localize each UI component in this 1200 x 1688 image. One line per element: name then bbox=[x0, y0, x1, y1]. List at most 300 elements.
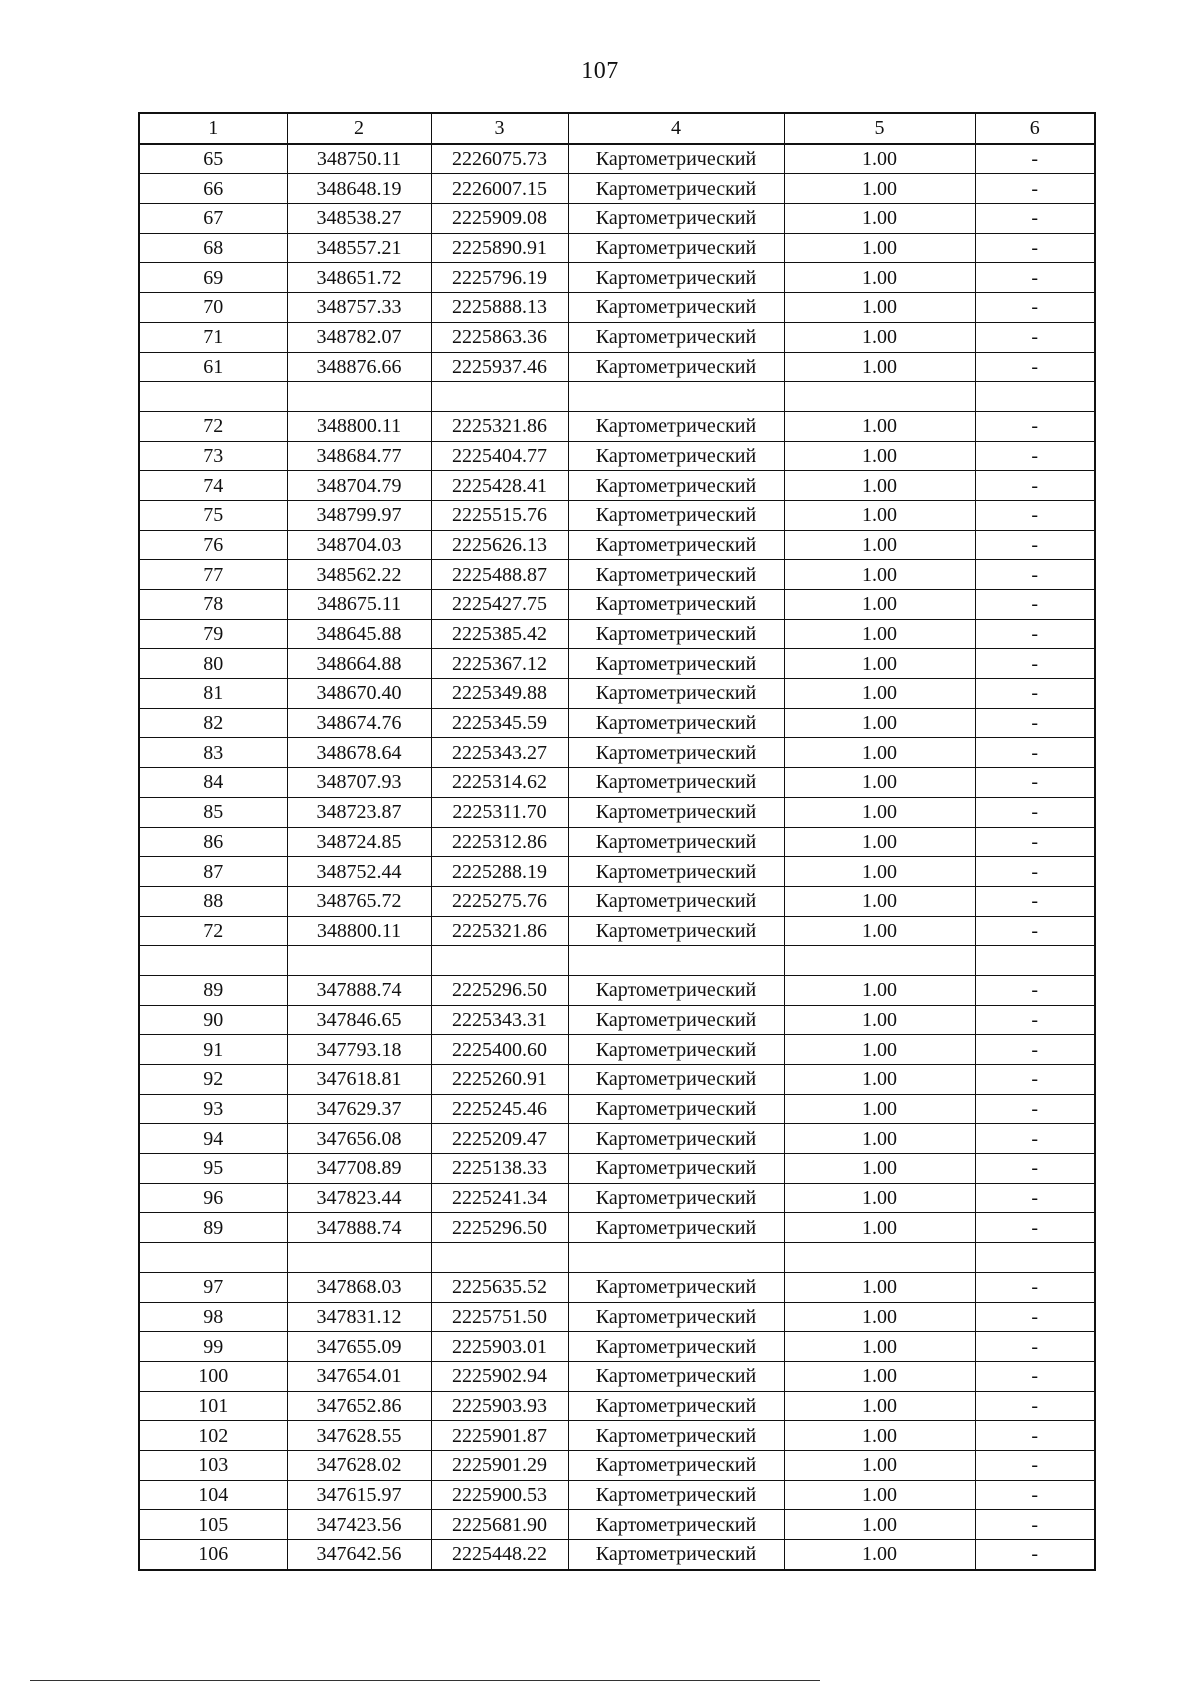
table-cell: 347654.01 bbox=[287, 1361, 431, 1391]
table-row bbox=[139, 263, 1095, 293]
table-cell: 78 bbox=[139, 590, 287, 620]
table-cell: 99 bbox=[139, 1332, 287, 1362]
table-cell: 2225311.70 bbox=[431, 797, 568, 827]
table-cell: 1.00 bbox=[784, 1361, 975, 1391]
table-row bbox=[139, 441, 1095, 471]
table-cell: Картометрический bbox=[568, 1540, 784, 1570]
table-cell: - bbox=[975, 1510, 1095, 1540]
table-cell: 85 bbox=[139, 797, 287, 827]
table-cell: - bbox=[975, 352, 1095, 382]
table-cell: Картометрический bbox=[568, 590, 784, 620]
table-cell: 1.00 bbox=[784, 1154, 975, 1184]
table-cell: 67 bbox=[139, 204, 287, 234]
table-cell: 1.00 bbox=[784, 1065, 975, 1095]
table-cell: 1.00 bbox=[784, 322, 975, 352]
table-cell: - bbox=[975, 293, 1095, 323]
table-cell: 348765.72 bbox=[287, 886, 431, 916]
table-cell: - bbox=[975, 738, 1095, 768]
table-cell: - bbox=[975, 1272, 1095, 1302]
table-row bbox=[139, 1510, 1095, 1540]
table-cell: Картометрический bbox=[568, 738, 784, 768]
table-row bbox=[139, 827, 1095, 857]
table-cell: - bbox=[975, 233, 1095, 263]
table-cell: 347423.56 bbox=[287, 1510, 431, 1540]
table-cell: 2225312.86 bbox=[431, 827, 568, 857]
table-cell: 97 bbox=[139, 1272, 287, 1302]
table-cell: 93 bbox=[139, 1094, 287, 1124]
table-cell: 1.00 bbox=[784, 1332, 975, 1362]
table-cell: 73 bbox=[139, 441, 287, 471]
table-cell: 100 bbox=[139, 1361, 287, 1391]
table-cell: - bbox=[975, 441, 1095, 471]
table-cell: 2225296.50 bbox=[431, 1213, 568, 1243]
table-cell: - bbox=[975, 1361, 1095, 1391]
table-cell: 348757.33 bbox=[287, 293, 431, 323]
table-row bbox=[139, 233, 1095, 263]
table-cell: 2226075.73 bbox=[431, 144, 568, 174]
table-cell: 2225903.93 bbox=[431, 1391, 568, 1421]
table-cell: 347868.03 bbox=[287, 1272, 431, 1302]
table-cell: 1.00 bbox=[784, 916, 975, 946]
table-cell: - bbox=[975, 590, 1095, 620]
table-cell: 103 bbox=[139, 1450, 287, 1480]
table-cell: 89 bbox=[139, 975, 287, 1005]
table-row bbox=[139, 1124, 1095, 1154]
table-cell: 348684.77 bbox=[287, 441, 431, 471]
table-cell: 2225903.01 bbox=[431, 1332, 568, 1362]
table-row bbox=[139, 590, 1095, 620]
table-cell: - bbox=[975, 1154, 1095, 1184]
table-cell: 347846.65 bbox=[287, 1005, 431, 1035]
table-cell bbox=[784, 1243, 975, 1273]
table-cell: 82 bbox=[139, 708, 287, 738]
table-row bbox=[139, 530, 1095, 560]
table-cell: Картометрический bbox=[568, 293, 784, 323]
table-row bbox=[139, 975, 1095, 1005]
table-cell: 1.00 bbox=[784, 827, 975, 857]
table-cell: 347823.44 bbox=[287, 1183, 431, 1213]
table-cell: - bbox=[975, 1035, 1095, 1065]
table-cell: Картометрический bbox=[568, 1272, 784, 1302]
table-cell: 80 bbox=[139, 649, 287, 679]
table-cell: Картометрический bbox=[568, 1361, 784, 1391]
table-cell: 1.00 bbox=[784, 619, 975, 649]
table-cell: - bbox=[975, 708, 1095, 738]
table-cell: 1.00 bbox=[784, 500, 975, 530]
table-cell: 347888.74 bbox=[287, 975, 431, 1005]
table-cell: 348648.19 bbox=[287, 174, 431, 204]
table-cell: 348538.27 bbox=[287, 204, 431, 234]
table-cell bbox=[431, 1243, 568, 1273]
table-cell: 348664.88 bbox=[287, 649, 431, 679]
table-cell: Картометрический bbox=[568, 975, 784, 1005]
table-row bbox=[139, 1391, 1095, 1421]
table-cell: Картометрический bbox=[568, 1302, 784, 1332]
table-row bbox=[139, 738, 1095, 768]
table-row bbox=[139, 204, 1095, 234]
table-cell: 1.00 bbox=[784, 857, 975, 887]
table-cell: 2225296.50 bbox=[431, 975, 568, 1005]
table-cell: 89 bbox=[139, 1213, 287, 1243]
table-cell: - bbox=[975, 1183, 1095, 1213]
table-cell bbox=[139, 382, 287, 412]
table-cell: Картометрический bbox=[568, 1065, 784, 1095]
table-cell: 69 bbox=[139, 263, 287, 293]
table-cell bbox=[139, 946, 287, 976]
table-row bbox=[139, 144, 1095, 174]
table-cell: Картометрический bbox=[568, 649, 784, 679]
table-cell: 1.00 bbox=[784, 1510, 975, 1540]
table-cell: 347629.37 bbox=[287, 1094, 431, 1124]
table-cell: Картометрический bbox=[568, 352, 784, 382]
table-cell: - bbox=[975, 797, 1095, 827]
table-cell: 1.00 bbox=[784, 975, 975, 1005]
table-cell: 1.00 bbox=[784, 886, 975, 916]
table-cell: 2225427.75 bbox=[431, 590, 568, 620]
table-cell: - bbox=[975, 1124, 1095, 1154]
table-cell: 1.00 bbox=[784, 679, 975, 709]
table-cell: - bbox=[975, 1065, 1095, 1095]
table-cell bbox=[431, 946, 568, 976]
table-cell: Картометрический bbox=[568, 1332, 784, 1362]
table-cell bbox=[431, 382, 568, 412]
table-cell: - bbox=[975, 1094, 1095, 1124]
table-row bbox=[139, 619, 1095, 649]
table-cell: 90 bbox=[139, 1005, 287, 1035]
table-row bbox=[139, 411, 1095, 441]
table-cell: 348704.03 bbox=[287, 530, 431, 560]
table-cell: 1.00 bbox=[784, 1450, 975, 1480]
table-cell: 347888.74 bbox=[287, 1213, 431, 1243]
table-cell: 1.00 bbox=[784, 293, 975, 323]
table-cell: 1.00 bbox=[784, 797, 975, 827]
table-cell: 2225138.33 bbox=[431, 1154, 568, 1184]
table-cell: 2225863.36 bbox=[431, 322, 568, 352]
table-row bbox=[139, 1480, 1095, 1510]
table-cell: 1.00 bbox=[784, 1272, 975, 1302]
table-cell bbox=[568, 1243, 784, 1273]
table-row bbox=[139, 1094, 1095, 1124]
table-cell: 347655.09 bbox=[287, 1332, 431, 1362]
table-cell: 2225488.87 bbox=[431, 560, 568, 590]
table-cell: 348674.76 bbox=[287, 708, 431, 738]
table-cell: - bbox=[975, 1391, 1095, 1421]
table-cell: Картометрический bbox=[568, 500, 784, 530]
table-cell: 106 bbox=[139, 1540, 287, 1570]
table-cell: - bbox=[975, 679, 1095, 709]
table-cell: 86 bbox=[139, 827, 287, 857]
table-cell bbox=[784, 382, 975, 412]
table-cell: 2225900.53 bbox=[431, 1480, 568, 1510]
table-cell: 2225635.52 bbox=[431, 1272, 568, 1302]
table-cell: 2225321.86 bbox=[431, 411, 568, 441]
table-cell: 348723.87 bbox=[287, 797, 431, 827]
table-cell: 76 bbox=[139, 530, 287, 560]
table-row bbox=[139, 797, 1095, 827]
table-row bbox=[139, 886, 1095, 916]
table-cell: Картометрический bbox=[568, 1035, 784, 1065]
table-cell: Картометрический bbox=[568, 471, 784, 501]
table-cell: 77 bbox=[139, 560, 287, 590]
table-cell: 2225751.50 bbox=[431, 1302, 568, 1332]
table-row bbox=[139, 500, 1095, 530]
table-cell: - bbox=[975, 768, 1095, 798]
column-header: 6 bbox=[975, 113, 1095, 144]
table-cell: 2225343.31 bbox=[431, 1005, 568, 1035]
table-row bbox=[139, 1272, 1095, 1302]
table-cell: Картометрический bbox=[568, 441, 784, 471]
table-cell: 98 bbox=[139, 1302, 287, 1332]
table-cell: - bbox=[975, 174, 1095, 204]
table-cell: - bbox=[975, 1213, 1095, 1243]
table-cell: 1.00 bbox=[784, 560, 975, 590]
table-cell: 2225241.34 bbox=[431, 1183, 568, 1213]
table-cell: 2225260.91 bbox=[431, 1065, 568, 1095]
table-header-row bbox=[139, 113, 1095, 144]
table-cell: Картометрический bbox=[568, 1391, 784, 1421]
table-cell: 72 bbox=[139, 411, 287, 441]
table-cell: 1.00 bbox=[784, 1124, 975, 1154]
table-cell: Картометрический bbox=[568, 1510, 784, 1540]
table-cell: 65 bbox=[139, 144, 287, 174]
table-row bbox=[139, 1243, 1095, 1273]
table-row bbox=[139, 1332, 1095, 1362]
column-header: 1 bbox=[139, 113, 287, 144]
table-cell: - bbox=[975, 530, 1095, 560]
table-row bbox=[139, 174, 1095, 204]
table-cell: Картометрический bbox=[568, 1421, 784, 1451]
table-row bbox=[139, 708, 1095, 738]
table-cell: 2225321.86 bbox=[431, 916, 568, 946]
table-cell: 87 bbox=[139, 857, 287, 887]
table-cell: 1.00 bbox=[784, 471, 975, 501]
table-cell: 348707.93 bbox=[287, 768, 431, 798]
table-row bbox=[139, 382, 1095, 412]
table-cell: - bbox=[975, 827, 1095, 857]
table-row bbox=[139, 352, 1095, 382]
table-cell: 2225937.46 bbox=[431, 352, 568, 382]
table-cell: Картометрический bbox=[568, 1450, 784, 1480]
table-row bbox=[139, 1065, 1095, 1095]
table-cell: 104 bbox=[139, 1480, 287, 1510]
table-cell: - bbox=[975, 857, 1095, 887]
table-row bbox=[139, 649, 1095, 679]
table-cell: Картометрический bbox=[568, 1154, 784, 1184]
table-cell: 348800.11 bbox=[287, 916, 431, 946]
table-cell: - bbox=[975, 1005, 1095, 1035]
table-cell: Картометрический bbox=[568, 886, 784, 916]
table-cell: 348799.97 bbox=[287, 500, 431, 530]
table-cell: 1.00 bbox=[784, 1213, 975, 1243]
table-row bbox=[139, 1361, 1095, 1391]
table-cell: 348651.72 bbox=[287, 263, 431, 293]
table-cell: - bbox=[975, 471, 1095, 501]
table-cell: 348876.66 bbox=[287, 352, 431, 382]
table-cell: 347615.97 bbox=[287, 1480, 431, 1510]
table-cell: 84 bbox=[139, 768, 287, 798]
table-cell: 1.00 bbox=[784, 263, 975, 293]
bottom-rule bbox=[30, 1680, 820, 1681]
table-cell: Картометрический bbox=[568, 560, 784, 590]
table-body bbox=[139, 144, 1095, 1570]
table-cell: - bbox=[975, 975, 1095, 1005]
table-cell: Картометрический bbox=[568, 263, 784, 293]
table-cell: 2226007.15 bbox=[431, 174, 568, 204]
table-cell: 88 bbox=[139, 886, 287, 916]
table-cell: Картометрический bbox=[568, 768, 784, 798]
table-cell: 347831.12 bbox=[287, 1302, 431, 1332]
table-cell: 348704.79 bbox=[287, 471, 431, 501]
table-cell: Картометрический bbox=[568, 1183, 784, 1213]
table-row bbox=[139, 322, 1095, 352]
table-cell: 96 bbox=[139, 1183, 287, 1213]
table-cell: - bbox=[975, 649, 1095, 679]
table-cell: - bbox=[975, 144, 1095, 174]
table-cell: 2225404.77 bbox=[431, 441, 568, 471]
table-cell: Картометрический bbox=[568, 708, 784, 738]
table-cell: 1.00 bbox=[784, 1094, 975, 1124]
table-cell: 1.00 bbox=[784, 1480, 975, 1510]
table-cell: 347628.55 bbox=[287, 1421, 431, 1451]
table-cell: Картометрический bbox=[568, 827, 784, 857]
table-row bbox=[139, 916, 1095, 946]
table-cell: 1.00 bbox=[784, 1421, 975, 1451]
table-cell: Картометрический bbox=[568, 619, 784, 649]
table-cell: 347642.56 bbox=[287, 1540, 431, 1570]
table-cell: Картометрический bbox=[568, 204, 784, 234]
column-header: 3 bbox=[431, 113, 568, 144]
table-cell bbox=[975, 1243, 1095, 1273]
table-row bbox=[139, 946, 1095, 976]
table-row bbox=[139, 1035, 1095, 1065]
table-row bbox=[139, 679, 1095, 709]
table-cell: 1.00 bbox=[784, 649, 975, 679]
table-cell: - bbox=[975, 322, 1095, 352]
table-cell: 83 bbox=[139, 738, 287, 768]
table-cell: - bbox=[975, 916, 1095, 946]
table-row bbox=[139, 560, 1095, 590]
table-cell: - bbox=[975, 1450, 1095, 1480]
table-cell: Картометрический bbox=[568, 1213, 784, 1243]
table-row bbox=[139, 1540, 1095, 1570]
table-row bbox=[139, 1421, 1095, 1451]
table-cell: 91 bbox=[139, 1035, 287, 1065]
table-cell: 2225314.62 bbox=[431, 768, 568, 798]
table-cell: 348675.11 bbox=[287, 590, 431, 620]
table-row bbox=[139, 1302, 1095, 1332]
table-row bbox=[139, 768, 1095, 798]
table-cell: 348562.22 bbox=[287, 560, 431, 590]
table-cell: 1.00 bbox=[784, 144, 975, 174]
table-cell: 347628.02 bbox=[287, 1450, 431, 1480]
table-cell: 347656.08 bbox=[287, 1124, 431, 1154]
table-cell: 2225909.08 bbox=[431, 204, 568, 234]
table-cell: - bbox=[975, 560, 1095, 590]
table-cell: 2225681.90 bbox=[431, 1510, 568, 1540]
table-cell: Картометрический bbox=[568, 679, 784, 709]
table-row bbox=[139, 471, 1095, 501]
table-row bbox=[139, 1154, 1095, 1184]
table-row bbox=[139, 1450, 1095, 1480]
table-cell: 1.00 bbox=[784, 1183, 975, 1213]
table-row bbox=[139, 1005, 1095, 1035]
table-cell bbox=[568, 946, 784, 976]
table-cell: Картометрический bbox=[568, 857, 784, 887]
table-cell: 1.00 bbox=[784, 1035, 975, 1065]
table-cell: 2225275.76 bbox=[431, 886, 568, 916]
table-cell: 2225901.29 bbox=[431, 1450, 568, 1480]
table-cell: 1.00 bbox=[784, 1540, 975, 1570]
coordinates-table bbox=[138, 112, 1096, 1571]
table-cell: - bbox=[975, 619, 1095, 649]
table-cell: Картометрический bbox=[568, 916, 784, 946]
table-cell: 1.00 bbox=[784, 1302, 975, 1332]
table-cell: 348645.88 bbox=[287, 619, 431, 649]
table-row bbox=[139, 1213, 1095, 1243]
table-cell: 347708.89 bbox=[287, 1154, 431, 1184]
table-cell: - bbox=[975, 263, 1095, 293]
table-cell: Картометрический bbox=[568, 1094, 784, 1124]
table-cell: 1.00 bbox=[784, 590, 975, 620]
table-cell: Картометрический bbox=[568, 1124, 784, 1154]
table-cell: 102 bbox=[139, 1421, 287, 1451]
table-cell: 348678.64 bbox=[287, 738, 431, 768]
table-cell: 1.00 bbox=[784, 768, 975, 798]
table-cell bbox=[568, 382, 784, 412]
table-cell: Картометрический bbox=[568, 322, 784, 352]
table-cell: 347618.81 bbox=[287, 1065, 431, 1095]
table-cell: - bbox=[975, 411, 1095, 441]
table-row bbox=[139, 857, 1095, 887]
table-cell: 1.00 bbox=[784, 1391, 975, 1421]
table-cell: 2225902.94 bbox=[431, 1361, 568, 1391]
table-cell: 1.00 bbox=[784, 738, 975, 768]
table-cell: 70 bbox=[139, 293, 287, 323]
table-cell: 2225209.47 bbox=[431, 1124, 568, 1154]
table-cell bbox=[287, 946, 431, 976]
table-cell: 75 bbox=[139, 500, 287, 530]
table-cell: 1.00 bbox=[784, 1005, 975, 1035]
column-header: 2 bbox=[287, 113, 431, 144]
table-cell: Картометрический bbox=[568, 1480, 784, 1510]
table-cell: 66 bbox=[139, 174, 287, 204]
table-cell: Картометрический bbox=[568, 174, 784, 204]
table-cell: 348724.85 bbox=[287, 827, 431, 857]
table-cell: 2225515.76 bbox=[431, 500, 568, 530]
table-cell bbox=[139, 1243, 287, 1273]
table-cell: 2225901.87 bbox=[431, 1421, 568, 1451]
table-cell: 1.00 bbox=[784, 204, 975, 234]
table-cell: 1.00 bbox=[784, 352, 975, 382]
table-cell: 2225345.59 bbox=[431, 708, 568, 738]
table-cell: 348752.44 bbox=[287, 857, 431, 887]
table-cell: 95 bbox=[139, 1154, 287, 1184]
table-cell: - bbox=[975, 1421, 1095, 1451]
table-cell bbox=[784, 946, 975, 976]
table-cell: 2225796.19 bbox=[431, 263, 568, 293]
table-cell: 68 bbox=[139, 233, 287, 263]
table-cell: 1.00 bbox=[784, 411, 975, 441]
table-cell: Картометрический bbox=[568, 233, 784, 263]
table-cell: 74 bbox=[139, 471, 287, 501]
table-cell: - bbox=[975, 204, 1095, 234]
table-cell: 1.00 bbox=[784, 174, 975, 204]
table-cell: 2225890.91 bbox=[431, 233, 568, 263]
table-cell: 1.00 bbox=[784, 530, 975, 560]
table-cell: - bbox=[975, 886, 1095, 916]
table-cell: - bbox=[975, 1302, 1095, 1332]
table-cell: 2225288.19 bbox=[431, 857, 568, 887]
